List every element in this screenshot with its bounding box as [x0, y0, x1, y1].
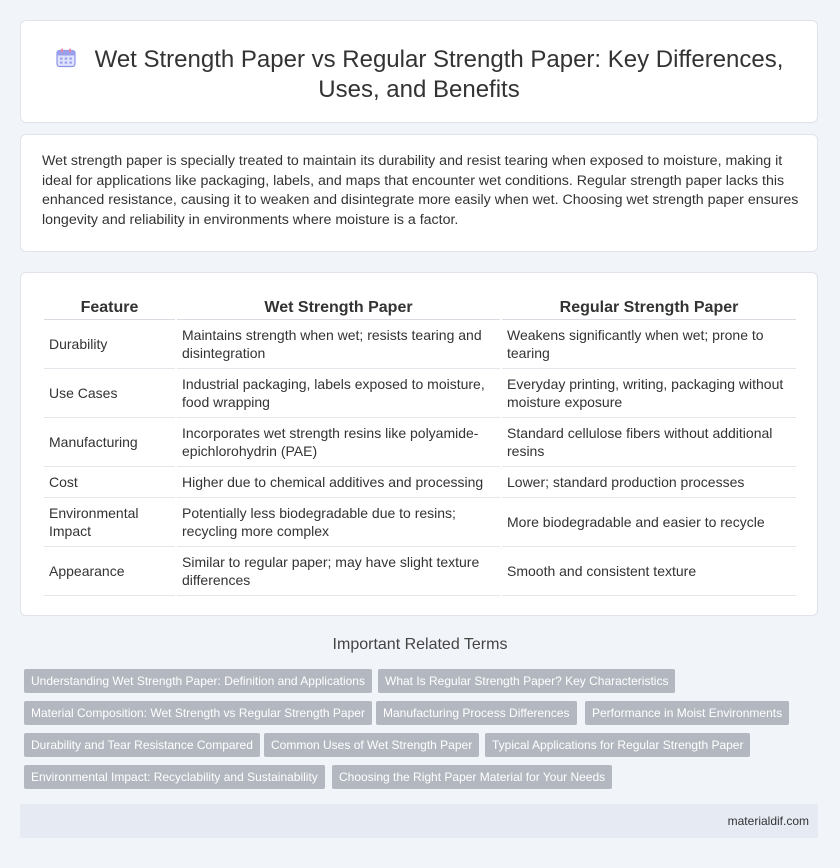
row-regular: More biodegradable and easier to recycle [502, 498, 796, 547]
row-regular: Smooth and consistent texture [502, 547, 796, 596]
row-wet: Incorporates wet strength resins like polyamide-epichlorohydrin (PAE) [177, 418, 500, 467]
header-feature: Feature [44, 293, 175, 320]
table-row [44, 418, 796, 467]
row-feature: Durability [44, 320, 175, 369]
row-wet: Maintains strength when wet; resists tearing and disintegration [177, 320, 500, 369]
table-header-row [44, 293, 796, 320]
related-term-tag[interactable]: Manufacturing Process Differences [376, 701, 577, 725]
related-term-tag[interactable]: Material Composition: Wet Strength vs Regular Strength Paper [24, 701, 372, 725]
table-row [44, 547, 796, 596]
footer-bar [20, 804, 818, 838]
row-feature: Use Cases [44, 369, 175, 418]
row-wet: Potentially less biodegradable due to resins; recycling more complex [177, 498, 500, 547]
row-feature: Cost [44, 467, 175, 498]
related-term-tag[interactable]: Durability and Tear Resistance Compared [24, 733, 260, 757]
intro-card [20, 134, 818, 252]
related-terms-title: Important Related Terms [332, 636, 508, 653]
table-row [44, 320, 796, 369]
related-term-tag[interactable]: Choosing the Right Paper Material for Your Needs [332, 765, 612, 789]
intro-text: Wet strength paper is specially treated to maintain its durability and resist tearing when exposed to moisture, making it ideal for applications like packaging, labels, and maps that encounter wet conditions. Regular strength paper lacks this enhanced resistance, causing it to weaken and disintegrate more easily when wet. Choosing wet strength paper ensures longevity and reliability in environments where moisture is a factor. [42, 153, 799, 228]
row-wet: Higher due to chemical additives and processing [177, 467, 500, 498]
comparison-table [42, 293, 798, 596]
related-term-tag[interactable]: Understanding Wet Strength Paper: Definition and Applications [24, 669, 372, 693]
table-row [44, 369, 796, 418]
header-card [20, 20, 818, 123]
row-wet: Industrial packaging, labels exposed to moisture, food wrapping [177, 369, 500, 418]
page-title [21, 45, 817, 105]
row-feature: Manufacturing [44, 418, 175, 467]
title-line-1: Wet Strength Paper vs Regular Strength Paper: Key Differences, [94, 46, 784, 73]
row-regular: Standard cellulose fibers without additional resins [502, 418, 796, 467]
header-wet-strength: Wet Strength Paper [177, 293, 500, 320]
related-term-tag[interactable]: Performance in Moist Environments [585, 701, 789, 725]
table-row [44, 498, 796, 547]
calendar-icon [55, 47, 77, 69]
row-regular: Lower; standard production processes [502, 467, 796, 498]
row-regular: Everyday printing, writing, packaging without moisture exposure [502, 369, 796, 418]
related-term-tag[interactable]: Typical Applications for Regular Strength Paper [485, 733, 750, 757]
comparison-card [20, 272, 818, 616]
table-row [44, 467, 796, 498]
row-wet: Similar to regular paper; may have slight texture differences [177, 547, 500, 596]
related-term-tag[interactable]: Environmental Impact: Recyclability and Sustainability [24, 765, 325, 789]
related-term-tag[interactable]: What Is Regular Strength Paper? Key Characteristics [378, 669, 675, 693]
row-feature: Appearance [44, 547, 175, 596]
row-feature: Environmental Impact [44, 498, 175, 547]
related-term-tag[interactable]: Common Uses of Wet Strength Paper [264, 733, 479, 757]
header-regular-strength: Regular Strength Paper [502, 293, 796, 320]
row-regular: Weakens significantly when wet; prone to tearing [502, 320, 796, 369]
footer-site-link[interactable]: materialdif.com [727, 814, 809, 828]
title-line-2: Uses, and Benefits [318, 76, 520, 103]
